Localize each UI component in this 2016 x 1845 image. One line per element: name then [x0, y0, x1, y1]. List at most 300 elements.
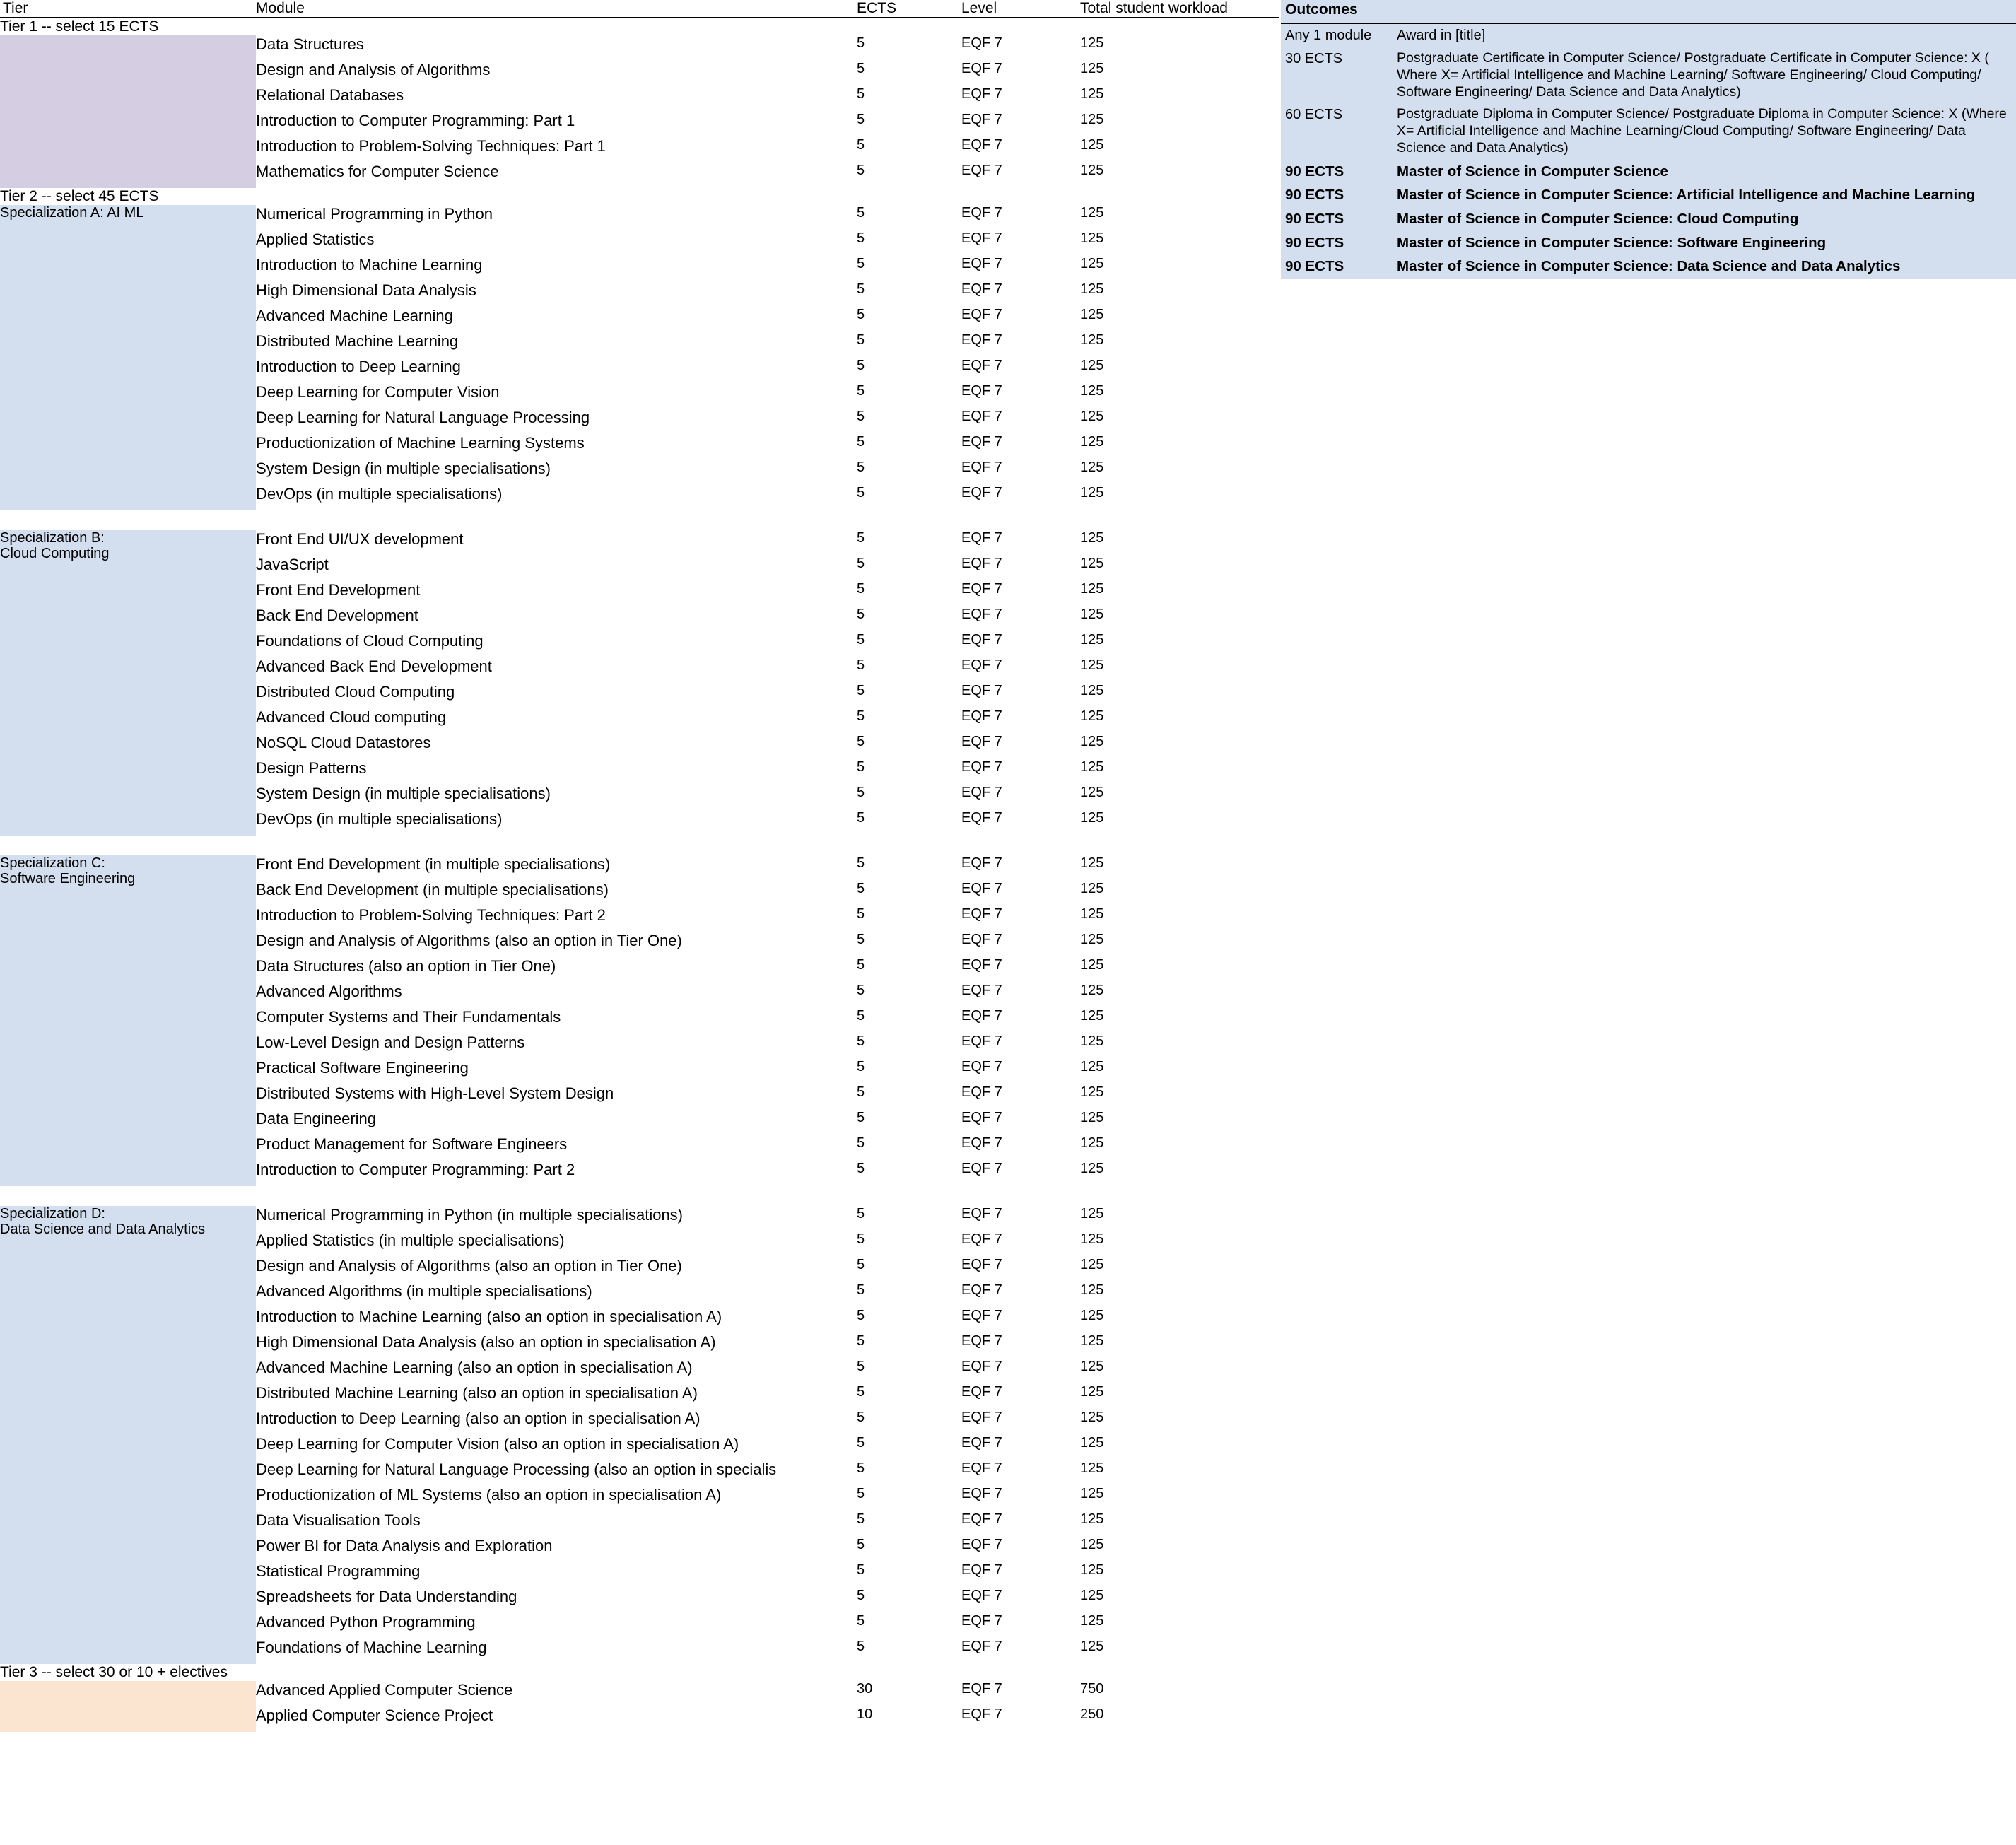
ects-cell: 5 — [857, 35, 865, 51]
workload-cell: 125 — [1080, 1257, 1104, 1272]
module-name-cell: Back End Development (in multiple specialisations) — [256, 881, 609, 898]
level-cell: EQF 7 — [961, 1486, 1002, 1501]
ects-cell: 5 — [857, 1359, 865, 1374]
workload-cell: 125 — [1080, 1135, 1104, 1151]
workload-cell: 750 — [1080, 1681, 1104, 1697]
module-name-cell: Distributed Machine Learning (also an option in specialisation A) — [256, 1384, 698, 1402]
module-name-cell: Relational Databases — [256, 86, 404, 104]
module-name-cell: Deep Learning for Computer Vision (also an option in specialisation A) — [256, 1435, 739, 1453]
ects-cell: 5 — [857, 1206, 865, 1222]
group-spacer-cell — [857, 510, 961, 530]
ects-cell: 5 — [857, 1308, 865, 1323]
level-cell: EQF 7 — [961, 1257, 1002, 1272]
column-header-tier: Tier — [0, 0, 256, 18]
module-name-cell: Productionization of ML Systems (also an option in specialisation A) — [256, 1486, 722, 1504]
specialization-label-cell — [0, 1681, 256, 1732]
workload-cell: 125 — [1080, 112, 1104, 127]
workload-cell: 125 — [1080, 1486, 1104, 1501]
level-cell: EQF 7 — [961, 1135, 1002, 1151]
group-spacer-cell — [961, 510, 1080, 530]
outcome-award: Master of Science in Computer Science — [1397, 163, 1668, 180]
table-row — [0, 35, 1279, 61]
workload-cell: 125 — [1080, 205, 1104, 221]
workload-cell: 125 — [1080, 1282, 1104, 1298]
workload-cell: 125 — [1080, 983, 1104, 998]
outcome-award: Master of Science in Computer Science: Data Science and Data Analytics — [1397, 258, 1901, 275]
ects-cell: 5 — [857, 708, 865, 724]
ects-cell: 5 — [857, 683, 865, 698]
workload-cell: 125 — [1080, 1435, 1104, 1451]
ects-cell: 5 — [857, 581, 865, 597]
workload-cell: 125 — [1080, 1110, 1104, 1125]
ects-cell: 5 — [857, 383, 865, 399]
workload-cell: 125 — [1080, 1511, 1104, 1527]
workload-cell: 125 — [1080, 581, 1104, 597]
ects-cell: 5 — [857, 61, 865, 76]
workload-cell: 125 — [1080, 1033, 1104, 1049]
module-name-cell: Introduction to Problem-Solving Techniques: Part 2 — [256, 906, 606, 924]
module-name-cell: Design and Analysis of Algorithms (also an option in Tier One) — [256, 1257, 682, 1275]
module-name-cell: Applied Statistics (in multiple specialisations) — [256, 1231, 565, 1249]
module-name-cell: Deep Learning for Natural Language Processing (also an option in specialis — [256, 1460, 777, 1478]
module-name-cell: Data Visualisation Tools — [256, 1511, 421, 1529]
tier-band-row — [0, 1664, 1279, 1681]
workload-cell: 125 — [1080, 230, 1104, 246]
level-cell: EQF 7 — [961, 1206, 1002, 1222]
ects-cell: 5 — [857, 810, 865, 826]
level-cell: EQF 7 — [961, 86, 1002, 102]
workload-cell: 125 — [1080, 1588, 1104, 1603]
outcome-row — [1281, 231, 2016, 255]
level-cell: EQF 7 — [961, 785, 1002, 800]
outcome-row — [1281, 47, 2016, 103]
level-cell: EQF 7 — [961, 137, 1002, 153]
level-cell: EQF 7 — [961, 855, 1002, 871]
module-name-cell: Front End Development — [256, 581, 421, 599]
specialization-label-line: Software Engineering — [0, 871, 136, 887]
module-name-cell: Applied Computer Science Project — [256, 1706, 493, 1724]
workload-cell: 125 — [1080, 1084, 1104, 1100]
outcome-award: Postgraduate Diploma in Computer Science/ Postgraduate Diploma in Computer Science: X (Where X= Artificial Intelligence and Machine Learning/Cloud Computing/ Software Engineering/ Data Science and Data Analytics) — [1397, 106, 2007, 156]
level-cell: EQF 7 — [961, 607, 1002, 622]
module-name-cell: Back End Development — [256, 607, 418, 624]
outcome-award: Master of Science in Computer Science: Software Engineering — [1397, 234, 1827, 251]
group-spacer-cell — [1080, 836, 1279, 855]
workload-cell: 125 — [1080, 137, 1104, 153]
outcome-award: Postgraduate Certificate in Computer Science/ Postgraduate Certificate in Computer Science: X ( Where X= Artificial Intelligence and Machine Learning/ Software Engineering/ Cloud Computing/ Software Engineering/ Data Science and Data Analytics) — [1397, 50, 1989, 100]
level-cell: EQF 7 — [961, 205, 1002, 221]
level-cell: EQF 7 — [961, 581, 1002, 597]
module-name-cell: NoSQL Cloud Datastores — [256, 734, 431, 751]
module-name-cell: System Design (in multiple specialisations) — [256, 459, 551, 477]
workload-cell: 125 — [1080, 1059, 1104, 1074]
specialization-label-line: Data Science and Data Analytics — [0, 1222, 206, 1238]
level-cell: EQF 7 — [961, 1681, 1002, 1697]
level-cell: EQF 7 — [961, 1460, 1002, 1476]
workload-cell: 125 — [1080, 785, 1104, 800]
specialization-label-cell — [0, 855, 256, 1186]
ects-cell: 5 — [857, 759, 865, 775]
module-name-cell: Data Structures — [256, 35, 364, 53]
module-name-cell: Introduction to Machine Learning — [256, 256, 483, 274]
module-name-cell: Practical Software Engineering — [256, 1059, 469, 1077]
workload-cell: 250 — [1080, 1706, 1104, 1722]
ects-cell: 5 — [857, 459, 865, 475]
table-header-row — [0, 0, 1279, 18]
module-name-cell: Advanced Machine Learning — [256, 307, 453, 324]
ects-cell: 5 — [857, 906, 865, 922]
ects-cell: 5 — [857, 1282, 865, 1298]
group-spacer-row — [0, 1186, 1279, 1206]
workload-cell: 125 — [1080, 485, 1104, 500]
outcome-credits: 90 ECTS — [1285, 258, 1344, 275]
level-cell: EQF 7 — [961, 1008, 1002, 1024]
column-header-module: Module — [256, 0, 857, 18]
ects-cell: 5 — [857, 957, 865, 973]
ects-cell: 5 — [857, 281, 865, 297]
level-cell: EQF 7 — [961, 759, 1002, 775]
column-header-ects: ECTS — [857, 0, 961, 18]
level-cell: EQF 7 — [961, 1084, 1002, 1100]
module-name-cell: Advanced Machine Learning (also an option in specialisation A) — [256, 1359, 693, 1376]
module-name-cell: Mathematics for Computer Science — [256, 163, 499, 180]
module-name-cell: DevOps (in multiple specialisations) — [256, 485, 503, 503]
module-name-cell: Front End Development (in multiple specialisations) — [256, 855, 611, 873]
module-name-cell: Data Engineering — [256, 1110, 377, 1128]
workload-cell: 125 — [1080, 383, 1104, 399]
table-row — [0, 855, 1279, 881]
outcome-row — [1281, 160, 2016, 184]
ects-cell: 5 — [857, 1511, 865, 1527]
tier-band-label: Tier 3 -- select 30 or 10 + electives — [0, 1664, 1279, 1681]
workload-cell: 125 — [1080, 530, 1104, 546]
ects-cell: 5 — [857, 881, 865, 896]
tier-band-label: Tier 1 -- select 15 ECTS — [0, 18, 1279, 35]
workload-cell: 125 — [1080, 1206, 1104, 1222]
module-name-cell: Numerical Programming in Python — [256, 205, 493, 223]
ects-cell: 5 — [857, 86, 865, 102]
ects-cell: 5 — [857, 1588, 865, 1603]
level-cell: EQF 7 — [961, 983, 1002, 998]
level-cell: EQF 7 — [961, 1231, 1002, 1247]
workload-cell: 125 — [1080, 556, 1104, 571]
ects-cell: 5 — [857, 1110, 865, 1125]
workload-cell: 125 — [1080, 1384, 1104, 1400]
ects-cell: 5 — [857, 1008, 865, 1024]
ects-cell: 5 — [857, 1257, 865, 1272]
outcome-credits: 90 ECTS — [1285, 187, 1344, 204]
level-cell: EQF 7 — [961, 383, 1002, 399]
specialization-label-cell — [0, 530, 256, 836]
specialization-label-line: Specialization A: AI ML — [0, 205, 144, 221]
module-name-cell: Deep Learning for Natural Language Processing — [256, 409, 590, 426]
module-name-cell: Foundations of Cloud Computing — [256, 632, 484, 650]
level-cell: EQF 7 — [961, 1639, 1002, 1654]
level-cell: EQF 7 — [961, 332, 1002, 348]
workload-cell: 125 — [1080, 1460, 1104, 1476]
workload-cell: 125 — [1080, 906, 1104, 922]
level-cell: EQF 7 — [961, 1059, 1002, 1074]
outcomes-header: Outcomes — [1281, 0, 2016, 24]
ects-cell: 5 — [857, 1410, 865, 1425]
ects-cell: 5 — [857, 1059, 865, 1074]
workload-cell: 125 — [1080, 332, 1104, 348]
module-name-cell: Spreadsheets for Data Understanding — [256, 1588, 517, 1605]
column-header-workload: Total student workload — [1080, 0, 1279, 18]
level-cell: EQF 7 — [961, 556, 1002, 571]
level-cell: EQF 7 — [961, 434, 1002, 450]
workload-cell: 125 — [1080, 86, 1104, 102]
specialization-label-line: Cloud Computing — [0, 546, 110, 562]
module-name-cell: Design and Analysis of Algorithms (also an option in Tier One) — [256, 932, 682, 949]
workload-cell: 125 — [1080, 61, 1104, 76]
ects-cell: 5 — [857, 1562, 865, 1578]
ects-cell: 5 — [857, 1161, 865, 1176]
level-cell: EQF 7 — [961, 112, 1002, 127]
level-cell: EQF 7 — [961, 1359, 1002, 1374]
outcome-credits: 90 ECTS — [1285, 163, 1344, 180]
level-cell: EQF 7 — [961, 230, 1002, 246]
module-name-cell: Deep Learning for Computer Vision — [256, 383, 500, 401]
module-name-cell: Introduction to Computer Programming: Part 2 — [256, 1161, 575, 1178]
workload-cell: 125 — [1080, 256, 1104, 271]
specialization-label-line: Specialization D: — [0, 1206, 105, 1222]
workload-cell: 125 — [1080, 708, 1104, 724]
group-spacer-tier-cell — [0, 1186, 256, 1206]
module-name-cell: Advanced Cloud computing — [256, 708, 447, 726]
specialization-label-line: Specialization C: — [0, 855, 105, 871]
module-name-cell: Design and Analysis of Algorithms — [256, 61, 491, 78]
level-cell: EQF 7 — [961, 1033, 1002, 1049]
level-cell: EQF 7 — [961, 61, 1002, 76]
ects-cell: 5 — [857, 932, 865, 947]
group-spacer-cell — [1080, 1186, 1279, 1206]
workload-cell: 125 — [1080, 881, 1104, 896]
module-name-cell: Low-Level Design and Design Patterns — [256, 1033, 525, 1051]
ects-cell: 5 — [857, 530, 865, 546]
table-row — [0, 205, 1279, 230]
workload-cell: 125 — [1080, 434, 1104, 450]
module-name-cell: Applied Statistics — [256, 230, 375, 248]
level-cell: EQF 7 — [961, 256, 1002, 271]
ects-cell: 5 — [857, 1333, 865, 1349]
specialization-label-cell — [0, 35, 256, 188]
ects-cell: 5 — [857, 1231, 865, 1247]
ects-cell: 5 — [857, 358, 865, 373]
level-cell: EQF 7 — [961, 881, 1002, 896]
level-cell: EQF 7 — [961, 1333, 1002, 1349]
ects-cell: 5 — [857, 332, 865, 348]
tier-band-row — [0, 18, 1279, 35]
workload-cell: 125 — [1080, 810, 1104, 826]
level-cell: EQF 7 — [961, 307, 1002, 322]
specialization-label-cell — [0, 205, 256, 510]
module-name-cell: Product Management for Software Engineers — [256, 1135, 568, 1153]
level-cell: EQF 7 — [961, 1308, 1002, 1323]
module-name-cell: Advanced Algorithms — [256, 983, 402, 1000]
outcome-row — [1281, 24, 2016, 47]
workload-cell: 125 — [1080, 1410, 1104, 1425]
ects-cell: 5 — [857, 785, 865, 800]
level-cell: EQF 7 — [961, 1110, 1002, 1125]
module-name-cell: System Design (in multiple specialisations) — [256, 785, 551, 802]
ects-cell: 5 — [857, 485, 865, 500]
ects-cell: 5 — [857, 556, 865, 571]
module-name-cell: Statistical Programming — [256, 1562, 421, 1580]
ects-cell: 5 — [857, 256, 865, 271]
group-spacer-cell — [256, 510, 857, 530]
workload-cell: 125 — [1080, 1161, 1104, 1176]
ects-cell: 10 — [857, 1706, 873, 1722]
workload-cell: 125 — [1080, 1359, 1104, 1374]
group-spacer-row — [0, 836, 1279, 855]
level-cell: EQF 7 — [961, 1161, 1002, 1176]
specialization-label-cell — [0, 1206, 256, 1664]
level-cell: EQF 7 — [961, 530, 1002, 546]
level-cell: EQF 7 — [961, 1537, 1002, 1552]
module-name-cell: Introduction to Computer Programming: Part 1 — [256, 112, 575, 129]
workload-cell: 125 — [1080, 358, 1104, 373]
workload-cell: 125 — [1080, 855, 1104, 871]
module-name-cell: Front End UI/UX development — [256, 530, 464, 548]
module-name-cell: Advanced Back End Development — [256, 657, 492, 675]
module-name-cell: Distributed Systems with High-Level System Design — [256, 1084, 614, 1102]
workload-cell: 125 — [1080, 657, 1104, 673]
workload-cell: 125 — [1080, 409, 1104, 424]
level-cell: EQF 7 — [961, 1562, 1002, 1578]
workload-cell: 125 — [1080, 932, 1104, 947]
module-name-cell: Advanced Python Programming — [256, 1613, 476, 1631]
outcome-row — [1281, 254, 2016, 279]
table-row — [0, 1681, 1279, 1706]
outcome-row — [1281, 103, 2016, 159]
group-spacer-tier-cell — [0, 836, 256, 855]
module-name-cell: Productionization of Machine Learning Systems — [256, 434, 585, 452]
level-cell: EQF 7 — [961, 957, 1002, 973]
ects-cell: 5 — [857, 607, 865, 622]
workload-cell: 125 — [1080, 957, 1104, 973]
ects-cell: 5 — [857, 657, 865, 673]
table-row — [0, 530, 1279, 556]
outcome-credits: 90 ECTS — [1285, 234, 1344, 251]
level-cell: EQF 7 — [961, 409, 1002, 424]
workload-cell: 125 — [1080, 307, 1104, 322]
level-cell: EQF 7 — [961, 1282, 1002, 1298]
outcome-award: Award in [title] — [1397, 28, 1486, 43]
level-cell: EQF 7 — [961, 632, 1002, 648]
level-cell: EQF 7 — [961, 932, 1002, 947]
workload-cell: 125 — [1080, 1231, 1104, 1247]
workload-cell: 125 — [1080, 1562, 1104, 1578]
level-cell: EQF 7 — [961, 358, 1002, 373]
module-name-cell: Introduction to Machine Learning (also an option in specialisation A) — [256, 1308, 722, 1325]
ects-cell: 5 — [857, 1033, 865, 1049]
outcome-row — [1281, 207, 2016, 231]
level-cell: EQF 7 — [961, 1435, 1002, 1451]
level-cell: EQF 7 — [961, 1706, 1002, 1722]
level-cell: EQF 7 — [961, 485, 1002, 500]
level-cell: EQF 7 — [961, 281, 1002, 297]
workload-cell: 125 — [1080, 683, 1104, 698]
ects-cell: 5 — [857, 1135, 865, 1151]
ects-cell: 5 — [857, 1486, 865, 1501]
ects-cell: 5 — [857, 632, 865, 648]
ects-cell: 5 — [857, 1537, 865, 1552]
module-name-cell: Distributed Machine Learning — [256, 332, 459, 350]
tier-band-label: Tier 2 -- select 45 ECTS — [0, 188, 1279, 205]
ects-cell: 30 — [857, 1681, 873, 1697]
module-name-cell: Design Patterns — [256, 759, 367, 777]
ects-cell: 5 — [857, 434, 865, 450]
level-cell: EQF 7 — [961, 708, 1002, 724]
outcome-credits: Any 1 module — [1285, 28, 1372, 43]
ects-cell: 5 — [857, 734, 865, 749]
ects-cell: 5 — [857, 983, 865, 998]
group-spacer-cell — [1080, 510, 1279, 530]
module-name-cell: DevOps (in multiple specialisations) — [256, 810, 503, 828]
module-name-cell: High Dimensional Data Analysis — [256, 281, 476, 299]
ects-cell: 5 — [857, 112, 865, 127]
module-name-cell: Introduction to Problem-Solving Techniques: Part 1 — [256, 137, 606, 155]
ects-cell: 5 — [857, 137, 865, 153]
group-spacer-cell — [256, 836, 857, 855]
workload-cell: 125 — [1080, 607, 1104, 622]
module-name-cell: Numerical Programming in Python (in multiple specialisations) — [256, 1206, 684, 1224]
module-name-cell: High Dimensional Data Analysis (also an option in specialisation A) — [256, 1333, 716, 1351]
module-name-cell: Introduction to Deep Learning (also an option in specialisation A) — [256, 1410, 701, 1427]
level-cell: EQF 7 — [961, 906, 1002, 922]
ects-cell: 5 — [857, 205, 865, 221]
workload-cell: 125 — [1080, 1308, 1104, 1323]
outcome-award: Master of Science in Computer Science: Artificial Intelligence and Machine Learning — [1397, 187, 1976, 204]
ects-cell: 5 — [857, 1384, 865, 1400]
workload-cell: 125 — [1080, 734, 1104, 749]
ects-cell: 5 — [857, 1460, 865, 1476]
level-cell: EQF 7 — [961, 459, 1002, 475]
group-spacer-row — [0, 510, 1279, 530]
ects-cell: 5 — [857, 855, 865, 871]
module-name-cell: Advanced Applied Computer Science — [256, 1681, 513, 1699]
ects-cell: 5 — [857, 1613, 865, 1629]
ects-cell: 5 — [857, 163, 865, 178]
workload-cell: 125 — [1080, 281, 1104, 297]
workload-cell: 125 — [1080, 1008, 1104, 1024]
module-name-cell: Distributed Cloud Computing — [256, 683, 455, 701]
workload-cell: 125 — [1080, 1333, 1104, 1349]
ects-cell: 5 — [857, 409, 865, 424]
group-spacer-cell — [961, 1186, 1080, 1206]
ects-cell: 5 — [857, 307, 865, 322]
workload-cell: 125 — [1080, 1639, 1104, 1654]
workload-cell: 125 — [1080, 1537, 1104, 1552]
workload-cell: 125 — [1080, 35, 1104, 51]
level-cell: EQF 7 — [961, 1588, 1002, 1603]
level-cell: EQF 7 — [961, 657, 1002, 673]
ects-cell: 5 — [857, 1639, 865, 1654]
outcome-credits: 60 ECTS — [1285, 107, 1343, 123]
module-name-cell: Advanced Algorithms (in multiple specialisations) — [256, 1282, 592, 1300]
module-name-cell: Computer Systems and Their Fundamentals — [256, 1008, 561, 1026]
level-cell: EQF 7 — [961, 1613, 1002, 1629]
level-cell: EQF 7 — [961, 1511, 1002, 1527]
group-spacer-tier-cell — [0, 510, 256, 530]
level-cell: EQF 7 — [961, 1384, 1002, 1400]
outcome-award: Master of Science in Computer Science: Cloud Computing — [1397, 210, 1799, 227]
level-cell: EQF 7 — [961, 163, 1002, 178]
table-row — [0, 1206, 1279, 1231]
group-spacer-cell — [961, 836, 1080, 855]
workload-cell: 125 — [1080, 163, 1104, 178]
